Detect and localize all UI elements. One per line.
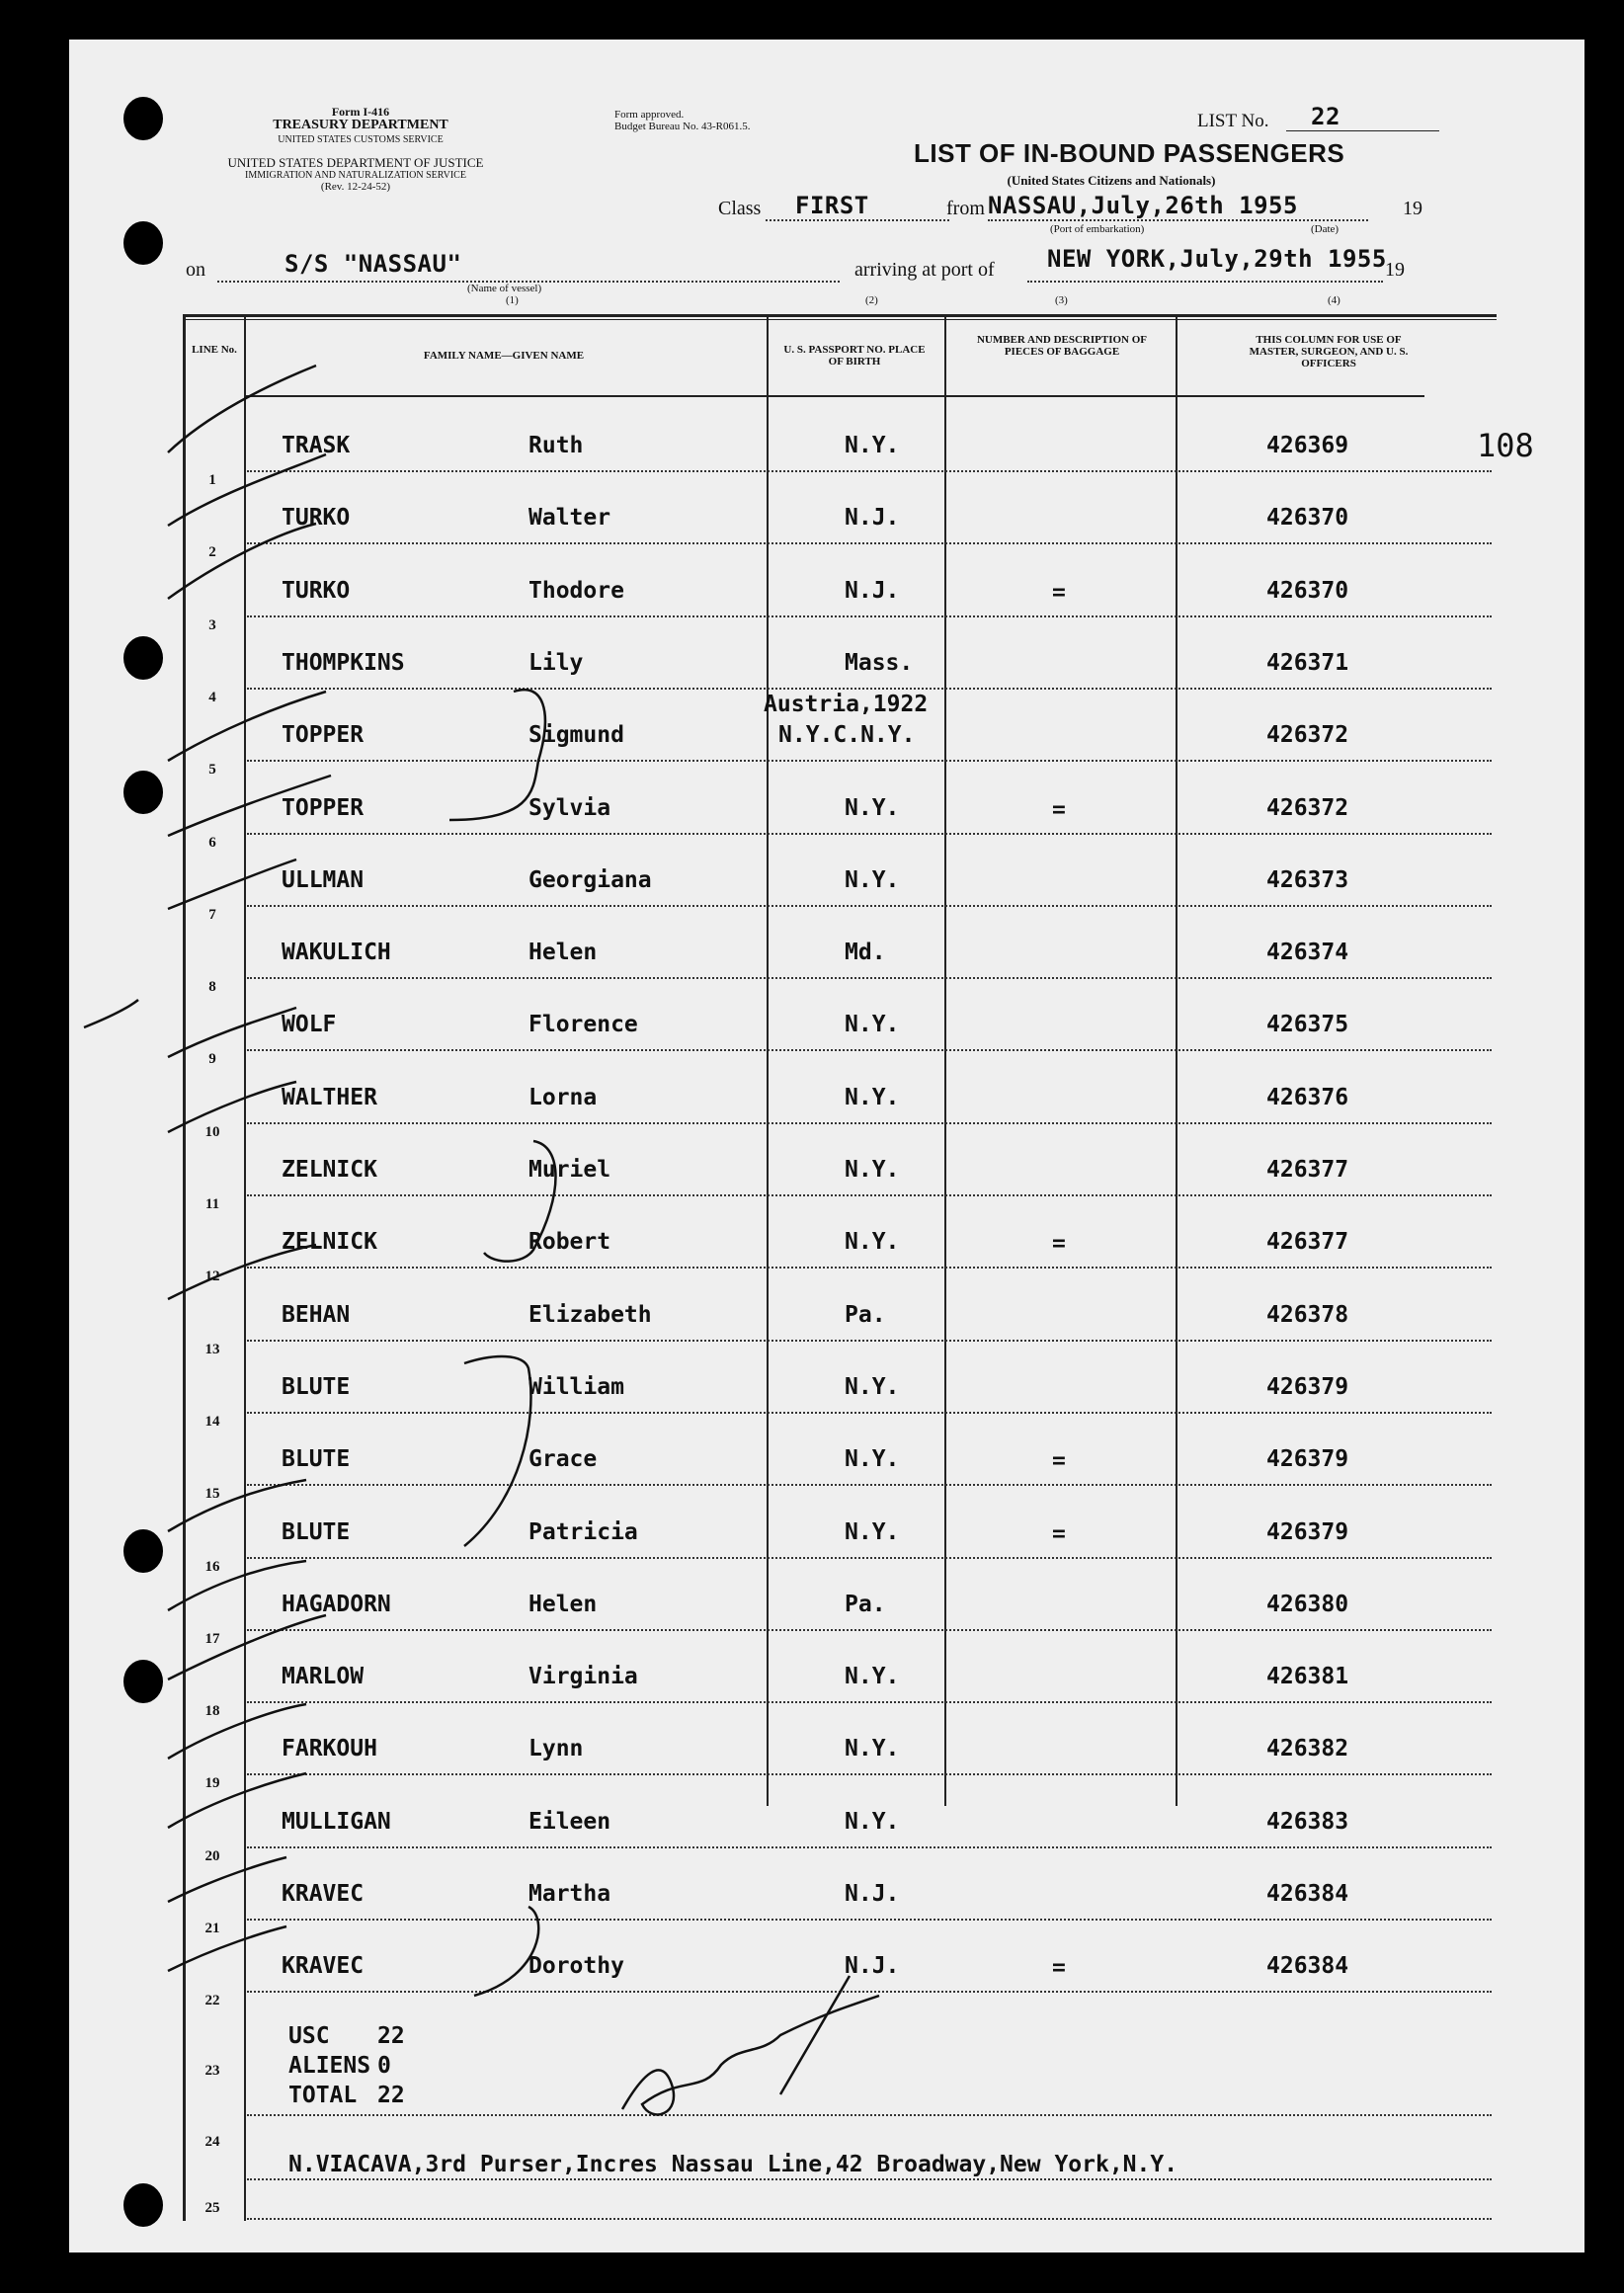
baggage-mark: = [1052, 1521, 1066, 1547]
family-name: KRAVEC [282, 1881, 365, 1907]
place-of-birth: Pa. [845, 1592, 886, 1617]
given-name: William [528, 1374, 624, 1400]
ins-service: IMMIGRATION AND NATURALIZATION SERVICE [245, 170, 466, 181]
customs-service: UNITED STATES CUSTOMS SERVICE [278, 134, 444, 145]
place-of-birth: N.Y. [845, 433, 900, 458]
row-rule [247, 977, 1492, 979]
family-name: FARKOUH [282, 1736, 377, 1761]
line-number: 17 [204, 1631, 220, 1647]
vessel-caption: (Name of vessel) [467, 283, 542, 294]
class-value: FIRST [795, 192, 869, 219]
col3-caption: (3) [1055, 294, 1068, 306]
officer-number: 426384 [1266, 1953, 1349, 1979]
row-rule [247, 688, 1492, 690]
place-of-birth: N.Y. [845, 1229, 900, 1255]
col-header-officers: THIS COLUMN FOR USE OF MASTER, SURGEON, AND U. S. OFFICERS [1249, 334, 1409, 369]
family-name: TOPPER [282, 722, 365, 748]
row-rule [247, 1049, 1492, 1051]
given-name: Virginia [528, 1664, 638, 1689]
arriving-label: arriving at port of [854, 259, 995, 281]
officer-number: 426374 [1266, 940, 1349, 965]
line-number: 6 [208, 835, 216, 851]
table-left-rule [183, 314, 186, 2221]
row-rule [247, 542, 1492, 544]
given-name: Sylvia [528, 795, 611, 821]
given-name: Muriel [528, 1157, 611, 1183]
family-name: WOLF [282, 1012, 337, 1037]
family-name: THOMPKINS [282, 650, 405, 676]
list-no-label: LIST No. [1197, 111, 1269, 131]
row-rule [247, 1412, 1492, 1414]
row-rule [247, 1267, 1492, 1269]
officer-number: 426378 [1266, 1302, 1349, 1328]
given-name: Helen [528, 940, 598, 965]
arriving-value: NEW YORK,July,29th 1955 [1047, 245, 1387, 273]
form-number: Form I-416 [331, 105, 390, 119]
list-no-value: 22 [1311, 103, 1340, 130]
family-name: BLUTE [282, 1519, 351, 1545]
port-embarkation-caption: (Port of embarkation) [1050, 223, 1145, 235]
row-rule [247, 1701, 1492, 1703]
family-name: WALTHER [282, 1085, 377, 1110]
place-of-birth: N.Y. [845, 1012, 900, 1037]
line-number: 16 [204, 1559, 220, 1575]
given-name: Ruth [528, 433, 584, 458]
row-rule [247, 905, 1492, 907]
given-name: Martha [528, 1881, 611, 1907]
place-of-birth: N.Y. [845, 1519, 900, 1545]
punch-hole [123, 97, 163, 140]
place-of-birth: N.Y. [845, 795, 900, 821]
given-name: Robert [528, 1229, 611, 1255]
given-name: Patricia [528, 1519, 638, 1545]
col-header-line-no: LINE No. [192, 344, 237, 356]
line-number: 8 [208, 979, 216, 995]
manifest-sheet [69, 40, 1584, 2252]
officer-number: 426369 [1266, 433, 1349, 458]
totals-usc-label: USC [288, 2023, 330, 2049]
officer-number: 426370 [1266, 578, 1349, 604]
baggage-mark: = [1052, 580, 1066, 606]
line-number: 25 [204, 2200, 220, 2216]
given-name: Thodore [528, 578, 624, 604]
family-name: TOPPER [282, 795, 365, 821]
col-header-name: FAMILY NAME—GIVEN NAME [423, 350, 585, 362]
row-rule [247, 1122, 1492, 1124]
place-of-birth: N.Y. [845, 1446, 900, 1472]
officer-number: 426371 [1266, 650, 1349, 676]
row-rule [247, 833, 1492, 835]
line-number: 23 [204, 2063, 220, 2079]
given-name: Lynn [528, 1736, 584, 1761]
punch-hole [123, 636, 163, 680]
officer-number: 426373 [1266, 867, 1349, 893]
baggage-mark: = [1052, 1955, 1066, 1981]
family-name: BEHAN [282, 1302, 351, 1328]
form-approved: Form approved. [614, 109, 685, 121]
margin-note: 108 [1477, 427, 1534, 464]
given-name: Lorna [528, 1085, 598, 1110]
punch-hole [123, 1529, 163, 1573]
row-rule [247, 1846, 1492, 1848]
line-number: 21 [204, 1921, 220, 1936]
line-number: 18 [204, 1703, 220, 1719]
family-name: ZELNICK [282, 1157, 377, 1183]
officer-number: 426384 [1266, 1881, 1349, 1907]
row-rule [247, 1484, 1492, 1486]
line-number: 11 [204, 1196, 220, 1212]
row-rule [247, 1991, 1492, 1993]
date-caption: (Date) [1311, 223, 1340, 235]
row-rule [247, 470, 1492, 472]
line-number: 9 [208, 1051, 216, 1067]
line-number: 7 [208, 907, 216, 923]
line-number: 20 [204, 1848, 220, 1864]
vessel-name: S/S "NASSAU" [284, 250, 462, 278]
family-name: BLUTE [282, 1446, 351, 1472]
officer-number: 426376 [1266, 1085, 1349, 1110]
place-of-birth: N.J. [845, 1881, 900, 1907]
given-name: Eileen [528, 1809, 611, 1835]
officer-number: 426383 [1266, 1809, 1349, 1835]
family-name: TRASK [282, 433, 351, 458]
line-number: 10 [204, 1124, 220, 1140]
from-value: NASSAU,July,26th 1955 [988, 192, 1298, 219]
col2-caption: (2) [865, 294, 878, 306]
row-rule [247, 1557, 1492, 1559]
given-name: Walter [528, 505, 611, 531]
line-number: 4 [208, 690, 216, 705]
line-number: 24 [204, 2134, 220, 2150]
officer-number: 426379 [1266, 1446, 1349, 1472]
col-header-baggage: NUMBER AND DESCRIPTION OF PIECES OF BAGGAGE [976, 334, 1148, 358]
handwritten-marks [69, 40, 1584, 2252]
form-revision: (Rev. 12-24-52) [320, 181, 391, 193]
place-of-birth: N.Y. [845, 1374, 900, 1400]
place-of-birth: Mass. [845, 650, 914, 676]
line-number: 5 [208, 762, 216, 778]
punch-hole [123, 1660, 163, 1703]
justice-dept: UNITED STATES DEPARTMENT OF JUSTICE [227, 155, 484, 170]
totals-usc-value: 22 [377, 2023, 405, 2049]
given-name: Florence [528, 1012, 638, 1037]
baggage-mark: = [1052, 797, 1066, 823]
line-number: 14 [204, 1414, 220, 1430]
family-name: TURKO [282, 505, 351, 531]
given-name: Elizabeth [528, 1302, 652, 1328]
row-rule [247, 1629, 1492, 1631]
officer-number: 426372 [1266, 722, 1349, 748]
given-name: Helen [528, 1592, 598, 1617]
row-rule [247, 1773, 1492, 1775]
officer-number: 426382 [1266, 1736, 1349, 1761]
row-rule [247, 760, 1492, 762]
place-of-birth: N.Y. [845, 1664, 900, 1689]
officer-number: 426377 [1266, 1157, 1349, 1183]
officer-number: 426372 [1266, 795, 1349, 821]
punch-hole [123, 2183, 163, 2227]
given-name: Georgiana [528, 867, 652, 893]
row-rule [247, 1340, 1492, 1342]
document-subtitle: (United States Citizens and Nationals) [1007, 173, 1216, 188]
officer-number: 426370 [1266, 505, 1349, 531]
family-name: MULLIGAN [282, 1809, 391, 1835]
given-name: Sigmund [528, 722, 624, 748]
col1-caption: (1) [506, 294, 519, 306]
line-number: 1 [208, 472, 216, 488]
place-of-birth: N.Y.C.N.Y. [778, 722, 916, 748]
row-rule [247, 1194, 1492, 1196]
totals-total-value: 22 [377, 2083, 405, 2108]
line-number: 22 [204, 1993, 220, 2008]
row-rule [247, 1919, 1492, 1921]
treasury-dept: TREASURY DEPARTMENT [273, 118, 448, 132]
place-of-birth: N.Y. [845, 1085, 900, 1110]
on-label: on [186, 259, 205, 281]
family-name: BLUTE [282, 1374, 351, 1400]
totals-aliens-value: 0 [377, 2053, 391, 2079]
line-number: 12 [204, 1269, 220, 1284]
place-of-birth: Pa. [845, 1302, 886, 1328]
officer-number: 426379 [1266, 1374, 1349, 1400]
given-name: Lily [528, 650, 584, 676]
given-name: Dorothy [528, 1953, 624, 1979]
place-of-birth: N.Y. [845, 1736, 900, 1761]
purser-line: N.VIACAVA,3rd Purser,Incres Nassau Line,42 Broadway,New York,N.Y. [288, 2152, 1178, 2177]
place-of-birth: N.Y. [845, 867, 900, 893]
col4-caption: (4) [1328, 294, 1340, 306]
place-of-birth: N.J. [845, 1953, 900, 1979]
document-title: LIST OF IN-BOUND PASSENGERS [914, 138, 1345, 168]
place-of-birth: N.Y. [845, 1809, 900, 1835]
budget-bureau: Budget Bureau No. 43-R061.5. [614, 121, 751, 132]
officer-number: 426379 [1266, 1519, 1349, 1545]
line-number: 3 [208, 617, 216, 633]
punch-hole [123, 221, 163, 265]
year-prefix-arriving: 19 [1385, 259, 1405, 281]
family-name: ZELNICK [282, 1229, 377, 1255]
family-name: HAGADORN [282, 1592, 391, 1617]
family-name: MARLOW [282, 1664, 365, 1689]
class-label: Class [718, 198, 762, 219]
officer-number: 426377 [1266, 1229, 1349, 1255]
family-name: ULLMAN [282, 867, 365, 893]
place-of-birth: N.Y. [845, 1157, 900, 1183]
officer-number: 426380 [1266, 1592, 1349, 1617]
table-top-rule [183, 314, 1497, 317]
row-rule [247, 615, 1492, 617]
line-number: 19 [204, 1775, 220, 1791]
from-label: from [946, 198, 985, 219]
totals-aliens-label: ALIENS [288, 2053, 371, 2079]
line-number: 15 [204, 1486, 220, 1502]
birth-note-row5: Austria,1922 [764, 692, 929, 717]
place-of-birth: Md. [845, 940, 886, 965]
year-prefix-from: 19 [1403, 198, 1422, 219]
punch-hole [123, 771, 163, 814]
line-number: 2 [208, 544, 216, 560]
place-of-birth: N.J. [845, 578, 900, 604]
place-of-birth: N.J. [845, 505, 900, 531]
totals-total-label: TOTAL [288, 2083, 358, 2108]
baggage-mark: = [1052, 1231, 1066, 1257]
officer-number: 426375 [1266, 1012, 1349, 1037]
line-number: 13 [204, 1342, 220, 1357]
officer-number: 426381 [1266, 1664, 1349, 1689]
family-name: TURKO [282, 578, 351, 604]
given-name: Grace [528, 1446, 598, 1472]
family-name: KRAVEC [282, 1953, 365, 1979]
col-header-passport: U. S. PASSPORT NO. PLACE OF BIRTH [783, 344, 926, 368]
baggage-mark: = [1052, 1448, 1066, 1474]
family-name: WAKULICH [282, 940, 391, 965]
